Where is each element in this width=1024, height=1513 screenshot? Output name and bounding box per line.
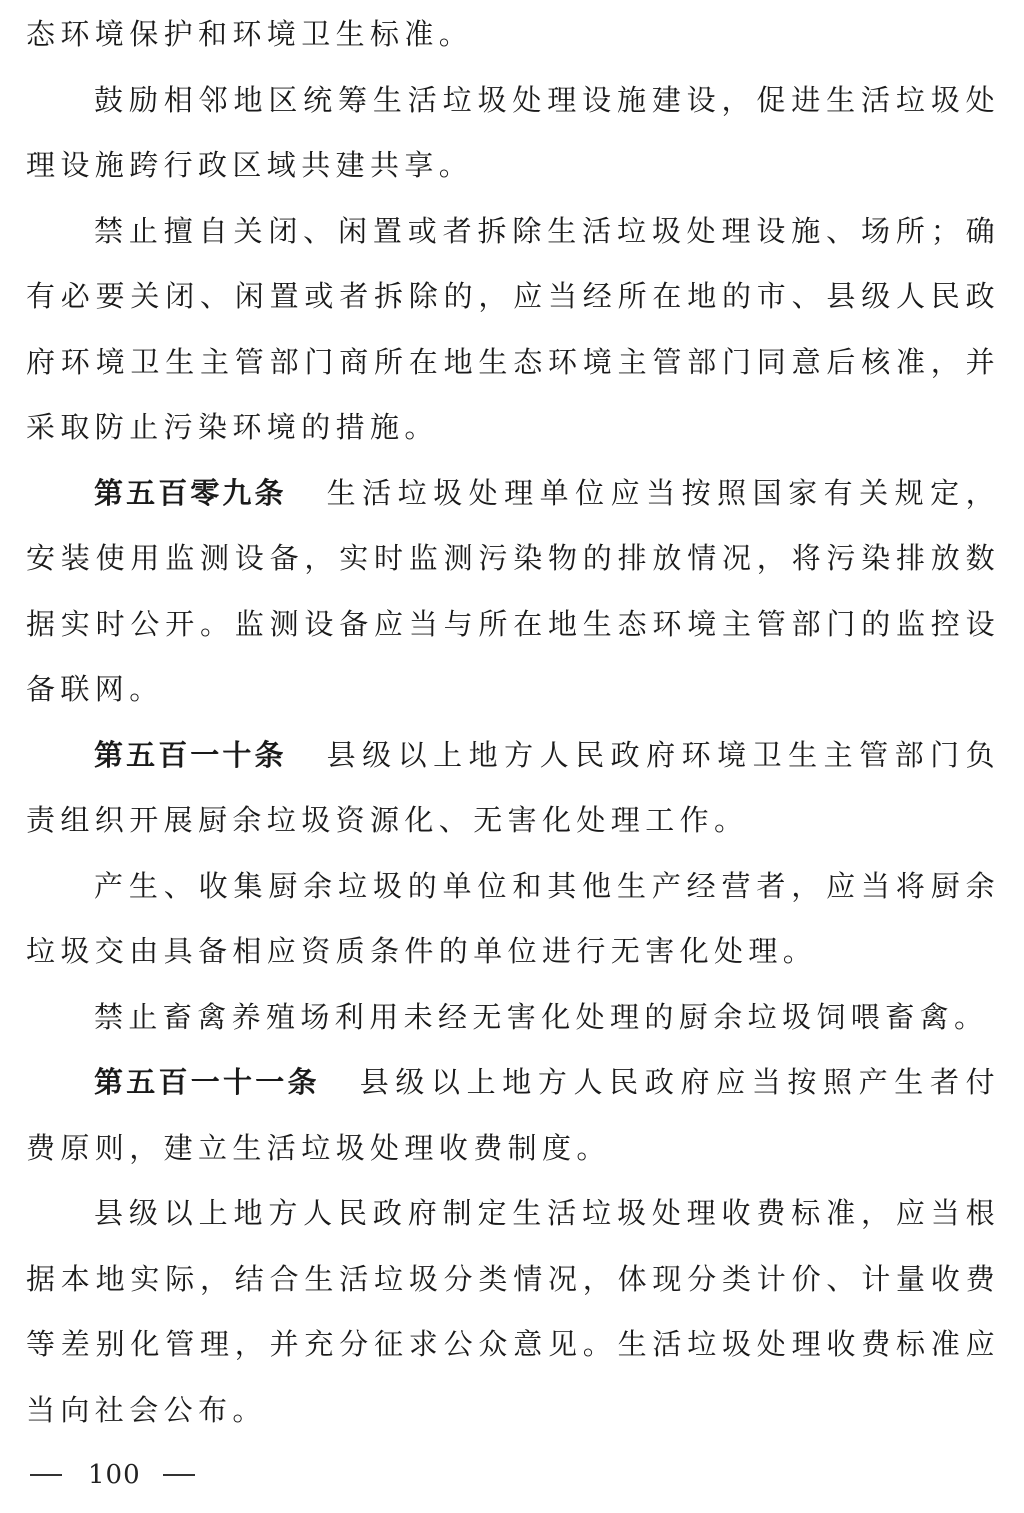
footer-dash-right <box>163 1474 195 1476</box>
paragraph-text: 禁止擅自关闭、闲置或者拆除生活垃圾处理设施、场所；确有必要关闭、闲置或者拆除的，应当经所在地的市、县级人民政府环境卫生主管部门商所在地生态环境主管部门同意后核准，并采取防止污染环境的措施。 <box>26 213 1000 444</box>
paragraph-2 <box>26 68 1000 199</box>
paragraph-text: 鼓励相邻地区统筹生活垃圾处理设施建设，促进生活垃圾处理设施跨行政区域共建共享。 <box>26 82 1000 182</box>
page-footer <box>30 1460 195 1490</box>
article-509 <box>26 461 1000 723</box>
paragraph-3 <box>26 199 1000 461</box>
paragraph-9 <box>26 1181 1000 1443</box>
body-text <box>26 2 1000 1443</box>
paragraph-1 <box>26 2 1000 68</box>
paragraph-6 <box>26 854 1000 985</box>
paragraph-text: 生活垃圾处理单位应当按照国家有关规定，安装使用监测设备，实时监测污染物的排放情况，将污染排放数据实时公开。监测设备应当与所在地生态环境主管部门的监控设备联网。 <box>26 475 1000 706</box>
paragraph-text: 禁止畜禽养殖场利用未经无害化处理的厨余垃圾饲喂畜禽。 <box>94 999 989 1034</box>
article-number: 第五百零九条 <box>94 475 287 510</box>
paragraph-text: 县级以上地方人民政府应当按照产生者付费原则，建立生活垃圾处理收费制度。 <box>26 1065 1000 1165</box>
article-number: 第五百一十条 <box>94 737 287 772</box>
article-510 <box>26 723 1000 854</box>
article-number: 第五百一十一条 <box>94 1065 320 1099</box>
paragraph-text: 县级以上地方人民政府环境卫生主管部门负责组织开展厨余垃圾资源化、无害化处理工作。 <box>26 737 1000 837</box>
page-number: 100 <box>88 1460 141 1490</box>
paragraph-text: 县级以上地方人民政府制定生活垃圾处理收费标准，应当根据本地实际，结合生活垃圾分类情况，体现分类计价、计量收费等差别化管理，并充分征求公众意见。生活垃圾处理收费标准应当向社会公布。 <box>26 1196 1000 1427</box>
paragraph-7 <box>26 985 1000 1051</box>
paragraph-text: 态环境保护和环境卫生标准。 <box>26 17 474 51</box>
footer-dash-left <box>30 1474 62 1476</box>
paragraph-text: 产生、收集厨余垃圾的单位和其他生产经营者，应当将厨余垃圾交由具备相应资质条件的单位进行无害化处理。 <box>26 868 1000 968</box>
article-511 <box>26 1050 1000 1181</box>
